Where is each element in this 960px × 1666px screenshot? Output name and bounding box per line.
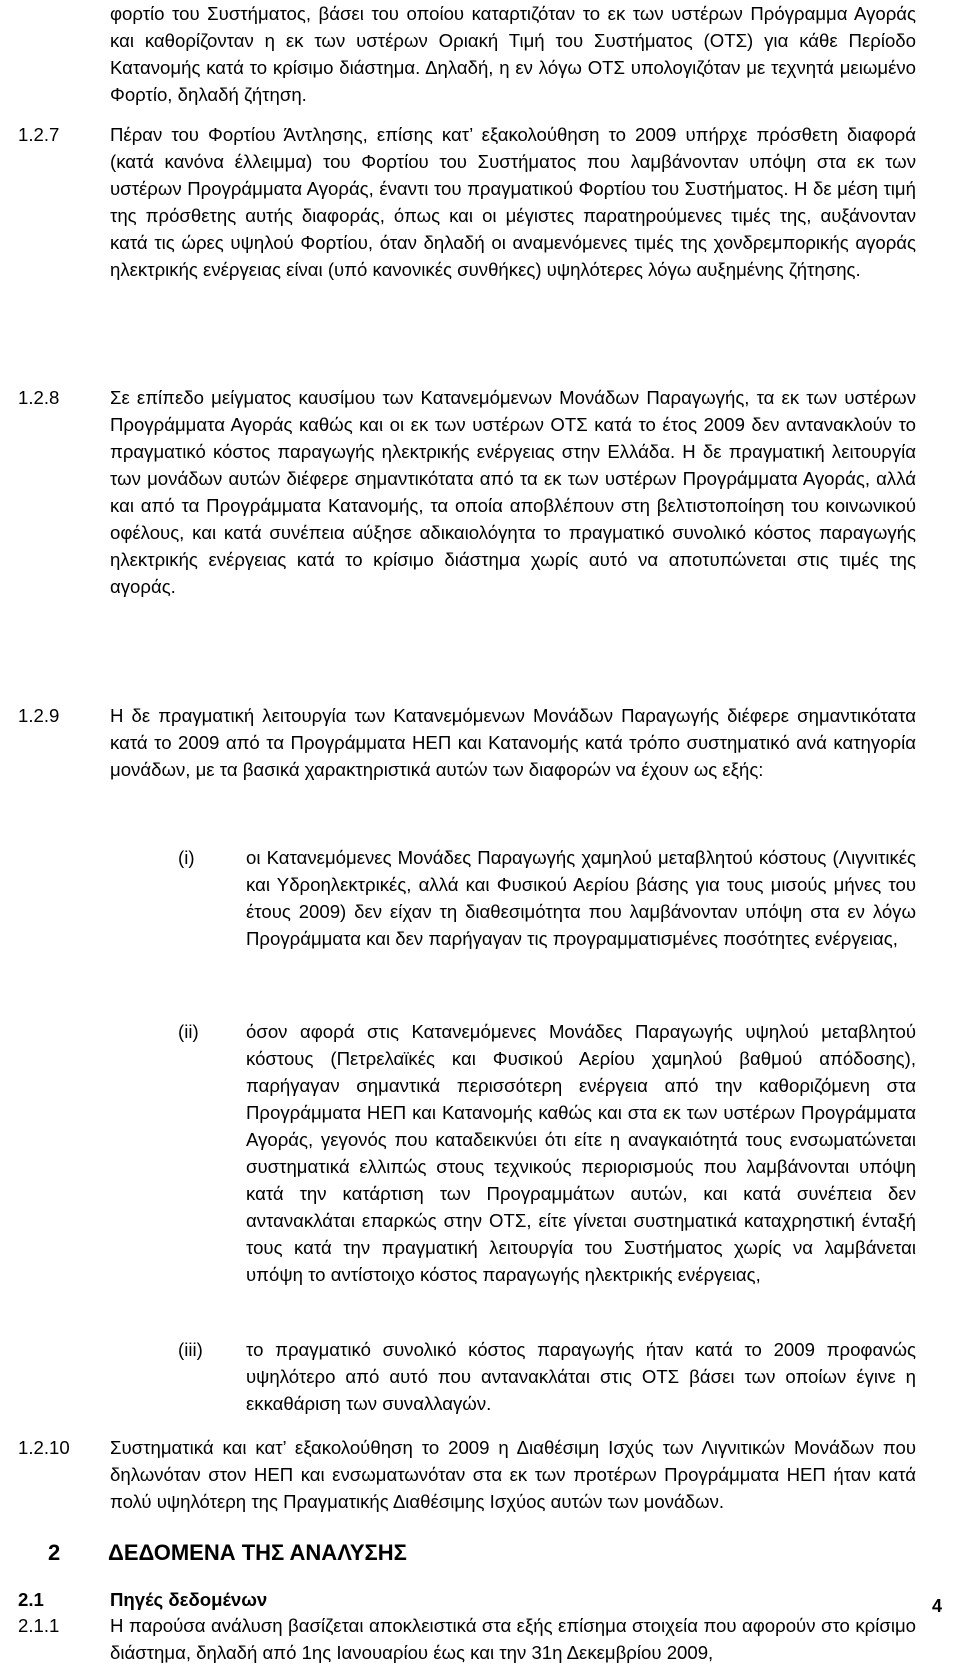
list-marker: (i) (178, 847, 195, 868)
list-item-text: το πραγματικό συνολικό κόστος παραγωγής ήταν κατά το 2009 προφανώς υψηλότερο από αυτό που αντανακλάται στις ΟΤΣ βάσει των οποίων έγινε η εκκαθάριση των συναλλαγών. (246, 1339, 916, 1414)
paragraph-number: 1.2.9 (18, 705, 60, 726)
list-marker: (iii) (178, 1339, 203, 1360)
list-item-text: οι Κατανεμόμενες Μονάδες Παραγωγής χαμηλού μεταβλητού κόστους (Λιγνιτικές και Υδροηλεκτρικές, αλλά και Φυσικού Αερίου βάσης για τους μισούς μήνες του έτους 2009) δεν είχαν τη διαθεσιμότητα που λαμβάνονταν υπόψη στα εν λόγω Προγράμματα και δεν παρήγαγαν τις προγραμματισμένες ποσότητες ενέργειας, (246, 847, 916, 949)
paragraph-number: 1.2.8 (18, 387, 60, 408)
paragraph-text: φορτίο του Συστήματος, βάσει του οποίου καταρτιζόταν το εκ των υστέρων Πρόγραμμα Αγοράς και καθορίζονταν η εκ των υστέρων Οριακή Τιμή του Συστήματος (ΟΤΣ) για κάθε Περίοδο Κατανομής κατά το κρίσιμο διάστημα. Δηλαδή, η εν λόγω ΟΤΣ υπολογιζόταν με τεχνητά μειωμένο Φορτίο, δηλαδή ζήτηση. (110, 3, 916, 105)
list-item-text: όσον αφορά στις Κατανεμόμενες Μονάδες Παραγωγής υψηλού μεταβλητού κόστους (Πετρελαϊκές και Φυσικού Αερίου χαμηλού βαθμού απόδοσης), παρήγαγαν σημαντικά περισσότερη ενέργεια από την καθοριζόμενη στα Προγράμματα ΗΕΠ και Κατανομής καθώς και στα εκ των υστέρων Προγράμματα Αγοράς, γεγονός που καταδεικνύει ότι είτε η αναγκαιότητά τους ενσωματώνεται συστηματικά ελλιπώς στους τεχνικούς περιορισμούς που λαμβάνονται υπόψη κατά την κατάρτιση των Προγραμμάτων αυτών, και κατά συνέπεια δεν αντανακλάται επαρκώς στην ΟΤΣ, είτε γίνεται συστηματικά καταχρηστική ένταξή τους κατά την πραγματική λειτουργία του Συστήματος χωρίς να λαμβάνεται υπόψη το αντίστοιχο κόστος παραγωγής ηλεκτρικής ενέργειας, (246, 1021, 916, 1285)
paragraph-text: Η δε πραγματική λειτουργία των Κατανεμόμενων Μονάδων Παραγωγής διέφερε σημαντικότατα κατά το 2009 από τα Προγράμματα ΗΕΠ και Κατανομής κατά τρόπο συστηματικό ανά κατηγορία μονάδων, με τα βασικά χαρακτηριστικά αυτών των διαφορών να έχουν ως εξής: (110, 705, 916, 780)
subsection-title: Πηγές δεδομένων (110, 1589, 268, 1610)
paragraph-text: Η παρούσα ανάλυση βασίζεται αποκλειστικά στα εξής επίσημα στοιχεία που αφορούν στο κρίσιμο διάστημα, δηλαδή από 1ης Ιανουαρίου έως και την 31η Δεκεμβρίου 2009, (110, 1615, 916, 1663)
paragraph-text: Σε επίπεδο μείγματος καυσίμου των Κατανεμόμενων Μονάδων Παραγωγής, τα εκ των υστέρων Προγράμματα Αγοράς καθώς και οι εκ των υστέρων ΟΤΣ κατά το έτος 2009 δεν αντανακλούν το πραγματικό κόστος παραγωγής ηλεκτρικής ενέργειας στην Ελλάδα. Η δε πραγματική λειτουργία των μονάδων αυτών διέφερε σημαντικότατα από τα εκ των υστέρων Προγράμματα Αγοράς, αλλά και από τα Προγράμματα Κατανομής, τα οποία αποβλέπουν στη βελτιστοποίηση του κοινωνικού οφέλους, και κατά συνέπεια αύξησε αδικαιολόγητα το πραγματικό συνολικό κόστος παραγωγής ηλεκτρικής ενέργειας κατά το κρίσιμο διάστημα χωρίς αυτό να αποτυπώνεται στις τιμές της αγοράς. (110, 387, 916, 597)
page-number: 4 (931, 1596, 942, 1616)
list-marker: (ii) (178, 1021, 199, 1042)
paragraph-text: Συστηματικά και κατ’ εξακολούθηση το 2009 η Διαθέσιμη Ισχύς των Λιγνιτικών Μονάδων που δηλωνόταν στον ΗΕΠ και ενσωματωνόταν στα εκ των προτέρων Προγράμματα ΗΕΠ ήταν κατά πολύ υψηλότερη της Πραγματικής Διαθέσιμης Ισχύος αυτών των μονάδων. (110, 1437, 916, 1512)
subsection-number: 2.1 (18, 1589, 44, 1610)
section-title: ΔΕΔΟΜΕΝΑ ΤΗΣ ΑΝΑΛΥΣΗΣ (108, 1540, 407, 1565)
paragraph-2-1-1 (0, 1612, 960, 1663)
paragraph-number: 2.1.1 (18, 1615, 60, 1636)
paragraph-number: 1.2.10 (18, 1437, 70, 1458)
paragraph-number: 1.2.7 (18, 124, 60, 145)
section-number: 2 (48, 1540, 61, 1565)
paragraph-text: Πέραν του Φορτίου Άντλησης, επίσης κατ’ εξακολούθηση το 2009 υπήρχε πρόσθετη διαφορά (κατά κανόνα έλλειμμα) του Φορτίου του Συστήματος που λαμβάνονταν υπόψη στα εκ των υστέρων Προγράμματα Αγοράς, έναντι του πραγματικού Φορτίου του Συστήματος. Η δε μέση τιμή της πρόσθετης αυτής διαφοράς, όπως και οι μέγιστες παρατηρούμενες τιμές της, αυξάνονταν κατά τις ώρες υψηλού Φορτίου, όταν δηλαδή οι αναμενόμενες τιμές της χονδρεμπορικής αγοράς ηλεκτρικής ενέργειας είναι (υπό κανονικές συνθήκες) υψηλότερες λόγω αυξημένης ζήτησης. (110, 124, 916, 280)
